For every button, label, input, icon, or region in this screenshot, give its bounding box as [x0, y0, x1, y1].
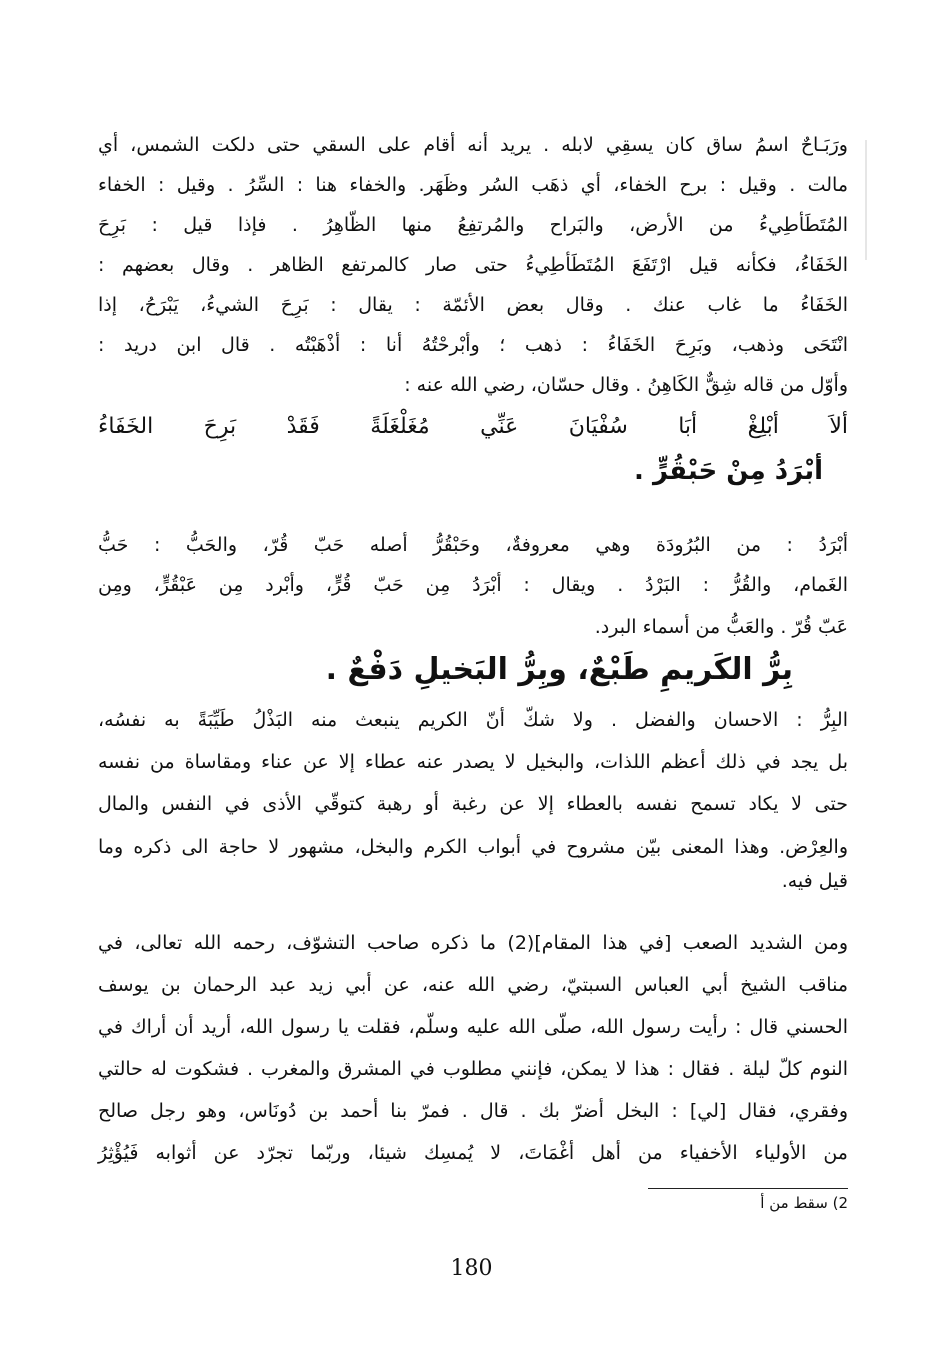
- text-line: ورَبَـاحٌ اسمُ ساق كان يسقِي لابله . يريد أنه أقام على السقي حتى دلكت الشمس، أي: [98, 134, 848, 156]
- text-line: مناقب الشيخ أبي العباس السبتيّ، رضي الله عنه، عن أبي زيد عبد الرحمان بن يوسف: [98, 974, 848, 996]
- text-line: قيل فيه.: [781, 870, 848, 892]
- text-line: وأوّل من قاله شِقٌّ الكَاهِنُ . وقال حسّان، رضي الله عنه :: [404, 374, 848, 396]
- text-line: مالت . وقيل : برح الخفاء، أي ذهَب السُر وظَهَر. والخفاء هنا : السِّرُ . وقيل : الخفاء: [98, 174, 848, 196]
- verse-proverb: أبْرَدُ مِنْ حَبْقُرٍّ .: [634, 456, 823, 486]
- footnote: 2) سقط من أ: [760, 1194, 848, 1212]
- text-line: بل يجد في ذلك أعظم اللذات، والبخيل لا يصدر عنه عطاء إلا عن عناء ومقاساة من نفسه: [98, 751, 848, 773]
- text-line: حتى لا يكاد تسمح نفسه بالعطاء إلا عن رغبة أو رهبة كتوقّي الأذى في النفس والمال: [98, 793, 848, 815]
- text-line: وفقري، فقال [لي] : البخل أضرّ بك . قال . فمرّ بنا أحمد بن دُونَاس، وهو رجل صالح: [98, 1100, 848, 1122]
- proverb-heading: بِرُّ الكَريمِ طَبْعٌ، وبِرُّ البَخيلِ دَفْعٌ .: [325, 652, 793, 687]
- text-line: الحسني قال : رأيت رسول الله، صلّى الله عليه وسلّم، فقلت يا رسول الله، أريد أن أراك في: [98, 1016, 848, 1038]
- text-line: النوم كلّ ليلة . فقال : هذا لا يمكن، فإنني مطلوب في المشرق والمغرب . فشكوت له حالتي: [98, 1058, 848, 1080]
- text-line: أبْرَدُ : من البُرُودَة وهي معروفةٌ، وحَبْقُرُّ أصله حَبّ قُرّ، والحَبُّ : حَبُّ: [98, 534, 848, 556]
- text-line: البِرُّ : الاحسان والفضل . ولا شكّ أنّ الكريم ينبعث منه البَذْلُ طَيِّبَةً به نفسُه،: [98, 709, 848, 731]
- text-line: عَبّ قُرّ . والعَبُّ من أسماء البرد.: [594, 616, 848, 638]
- margin-mark: [865, 140, 867, 260]
- text-line: الخَفَاءُ، فكأنه قيل ارْتَفَعَ المُتَطَأطِيءُ حتى صار كالمرتفع الظاهر . وقال بعضهم :: [98, 254, 848, 276]
- page-number: 180: [450, 1256, 493, 1281]
- text-line: المُتَطَأطِيءُ من الأرض، والبَراح والمُرتفِعُ منها الظّاهِرُ . فإذا قيل : بَرِحَ: [98, 214, 848, 236]
- verse-line: ألاَ أبْلِغْ أبَا سُفْيَانَ عَنِّي مُغَلْغَلَةً فَقَدْ بَرِحَ الخَفَاءُ: [98, 414, 848, 439]
- text-line: الخَفَاءُ ما غاب عنك . وقال بعض الأئمّة : يقال : بَرِحَ الشيءُ، يَبْرَحُ، إذا: [98, 294, 848, 316]
- text-line: ومن الشديد الصعب [في هذا المقام](2) ما ذكره صاحب التشوّف، رحمه الله تعالى، في: [98, 932, 848, 954]
- text-line: انْتَحَى وذهب، وبَرِحَ الخَفَاءُ : ذهب ؛ وأبْرحْتُهُ أنا : أذْهَبْتُه . قال ابن دريد :: [98, 334, 848, 356]
- text-line: والعِرْض. وهذا المعنى بيّن مشروح في أبواب الكرم والبخل، مشهور لا حاجة الى ذكره وما: [98, 836, 848, 858]
- text-line: الغَمام، والقُرُّ : البَرْدُ . ويقال : أبْرَدُ مِن حَبّ قُرٍّ، وأبْرد مِن عَبْقُرٍّ، ومِن: [98, 574, 848, 596]
- text-line: من الأولياء الأخفياء من أهل أغْمَاتَ، لا يُمسِك شيئا، وربّما تجرّد عن أثوابه فَيُؤْثِرُ: [98, 1142, 848, 1164]
- footnote-divider: [648, 1188, 848, 1189]
